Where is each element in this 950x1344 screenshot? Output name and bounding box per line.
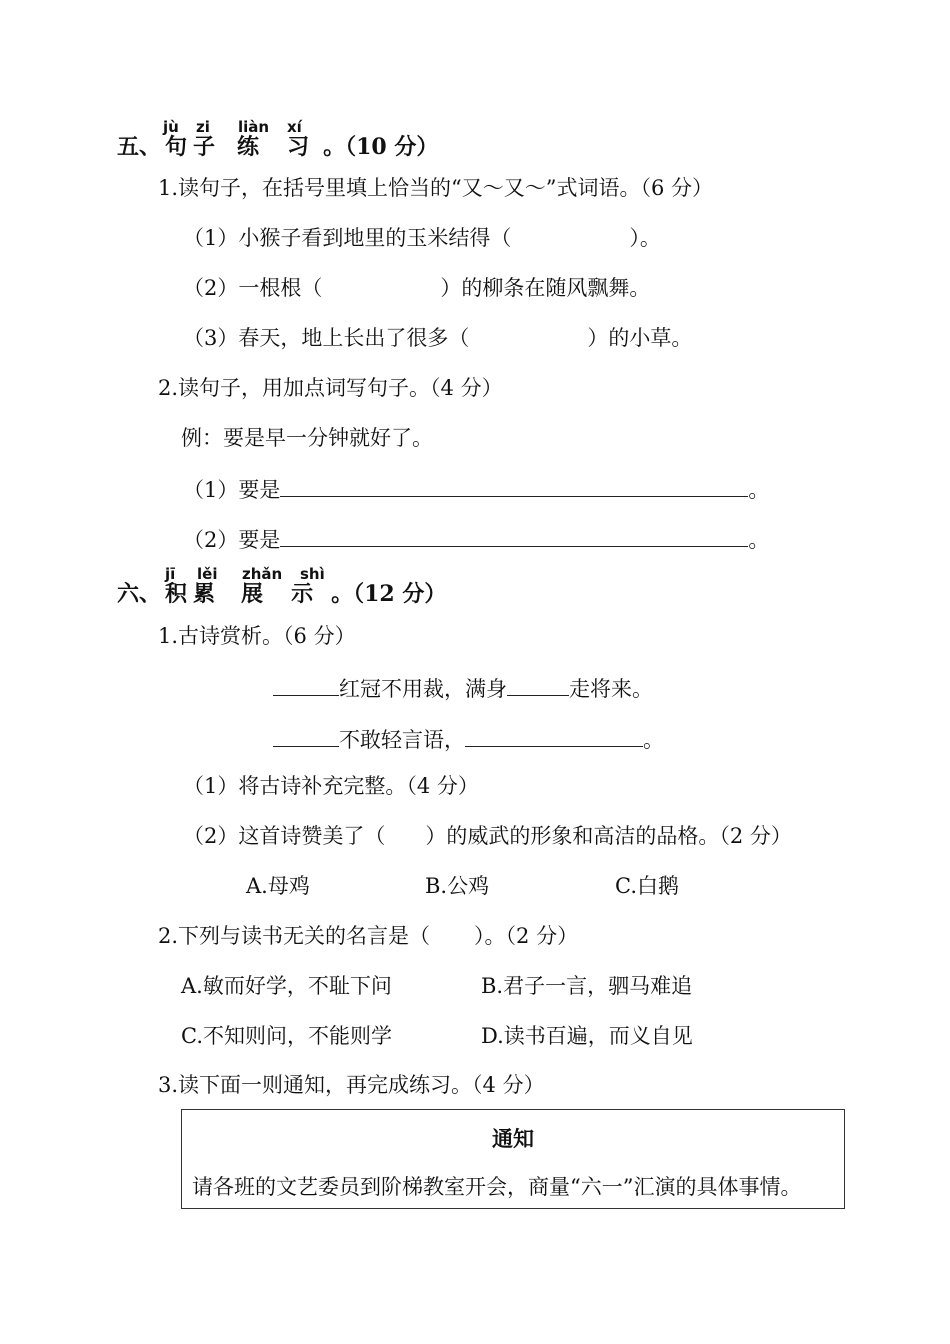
section6-heading (117, 583, 446, 605)
s5-q1-item-2 (183, 278, 650, 299)
notice-box (181, 1109, 845, 1209)
s5-q2-write-line-1[interactable] (280, 478, 748, 497)
section5-char-1: 句 (165, 134, 188, 160)
s6-q2-option-b[interactable]: B.君子一言，驷马难追 (481, 974, 693, 998)
s5-q1-item-3 (183, 328, 692, 349)
s5-q1-item-2-after: ）的柳条在随风飘舞。 (440, 276, 651, 300)
s6-poem-blank-2[interactable] (507, 677, 569, 696)
s6-q2-prompt-after: ）。（2 分） (474, 924, 579, 948)
pinyin-zi: zi (196, 118, 210, 136)
s5-q1-item-2-before: （2）一根根（ (183, 276, 323, 300)
section5-char-3: 练 (237, 134, 260, 160)
s6-poem-line-1-a: 红冠不用裁，满身 (339, 677, 507, 701)
section5-prefix: 五、 (117, 134, 162, 160)
s5-q1-item-1-before: （1）小猴子看到地里的玉米结得（ (183, 226, 512, 250)
s6-q1-sub2 (183, 826, 792, 847)
s6-poem-line-2 (273, 728, 664, 751)
s6-poem-line-2-b: 。 (643, 728, 664, 752)
pinyin-xi: xí (287, 118, 302, 136)
s5-q1-item-1 (183, 228, 661, 249)
s6-q1-sub2-before: （2）这首诗赞美了（ (183, 824, 386, 848)
s6-poem-line-1 (273, 677, 653, 700)
s6-poem-line-1-b: 走将来。 (569, 677, 653, 701)
s6-q1-option-b[interactable]: B.公鸡 (425, 874, 490, 898)
s6-q2-option-c[interactable]: C.不知则问，不能则学 (181, 1024, 392, 1048)
pinyin-lei: lěi (197, 565, 218, 583)
pinyin-lian: liàn (238, 118, 270, 136)
s5-q2-write-line-2[interactable] (280, 528, 748, 547)
s5-q2-item-2-before: （2）要是 (183, 528, 281, 552)
s5-q2-example: 例：要是早一分钟就好了。 (181, 426, 433, 450)
s6-q1-option-a[interactable]: A.母鸡 (246, 874, 310, 898)
s6-poem-blank-1[interactable] (273, 677, 339, 696)
pinyin-ji: jī (165, 565, 176, 583)
s5-q1-prompt: 1.读句子，在括号里填上恰当的“又～又～”式词语。（6 分） (158, 176, 714, 200)
s6-q1-option-c[interactable]: C.白鹅 (615, 874, 679, 898)
section6-char-4: 示 (291, 581, 314, 607)
s5-q2-item-2-after: 。 (748, 528, 770, 552)
notice-title: 通知 (492, 1126, 534, 1151)
section6-char-3: 展 (241, 581, 264, 607)
section5-char-2: 子 (193, 134, 216, 160)
s5-q1-item-3-after: ）的小草。 (587, 326, 693, 350)
s6-q2-option-d[interactable]: D.读书百遍，而义自见 (481, 1024, 693, 1048)
s5-q2-item-1 (183, 478, 769, 501)
s6-poem-line-2-a: 不敢轻言语， (339, 728, 465, 752)
s6-q1-sub2-after: ）的威武的形象和高洁的品格。（2 分） (425, 824, 792, 848)
s6-q1-sub1: （1）将古诗补充完整。（4 分） (183, 774, 479, 798)
pinyin-shi: shì (300, 565, 325, 583)
s5-q2-prompt: 2.读句子，用加点词写句子。（4 分） (158, 376, 503, 400)
s6-poem-blank-4[interactable] (465, 728, 643, 747)
s5-q2-item-2 (183, 528, 769, 551)
s6-poem-blank-3[interactable] (273, 728, 339, 747)
s6-q2-prompt-before: 2.下列与读书无关的名言是（ (158, 924, 431, 948)
section5-char-4: 习 (287, 134, 310, 160)
section6-char-1: 积 (165, 581, 188, 607)
s6-q2-option-a[interactable]: A.敏而好学，不耻下问 (181, 974, 392, 998)
pinyin-zhan: zhǎn (242, 565, 283, 583)
s5-q2-item-1-after: 。 (748, 478, 770, 502)
notice-body: 请各班的文艺委员到阶梯教室开会，商量“六一”汇演的具体事情。 (192, 1175, 802, 1199)
pinyin-ju: jù (163, 118, 179, 136)
s5-q1-item-1-after: ）。 (629, 226, 661, 250)
s6-q3-prompt: 3.读下面一则通知，再完成练习。（4 分） (158, 1073, 545, 1097)
s6-q1-prompt: 1.古诗赏析。（6 分） (158, 624, 356, 648)
section6-prefix: 六、 (117, 581, 162, 607)
s5-q2-item-1-before: （1）要是 (183, 478, 281, 502)
section6-char-2: 累 (193, 581, 216, 607)
section5-suffix: 。（10 分） (323, 134, 439, 160)
s6-q2-prompt (158, 926, 578, 947)
section6-suffix: 。（12 分） (331, 581, 447, 607)
section5-heading (117, 136, 438, 158)
s5-q1-item-3-before: （3）春天，地上长出了很多（ (183, 326, 470, 350)
